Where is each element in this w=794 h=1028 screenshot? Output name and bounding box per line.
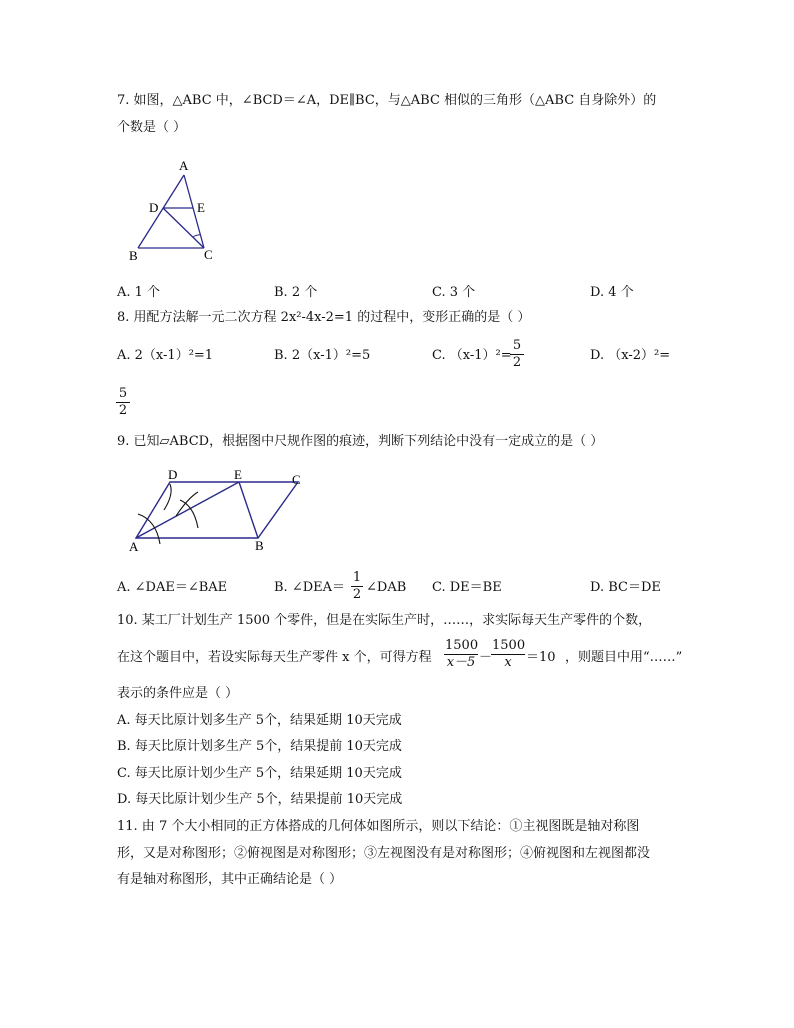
q9-label-A: A [129,539,139,554]
q10-eq-numerator-1: 1500 [445,638,479,653]
q10-eq-numerator-2: 1500 [492,638,526,653]
q10-stem-line2: 在这个题目中，若设实际每天生产零件 x 个，可得方程 [117,650,432,665]
q11-stem-line2: 形，又是对称图形；②俯视图是对称图形；③左视图没有是对称图形；④俯视图和左视图都没 [117,846,651,861]
q9-label-C: C [292,472,301,487]
q9-stem: 9. 已知▱ABCD，根据图中尺规作图的痕迹，判断下列结论中没有一定成立的是（ ） [117,434,604,449]
q10-equation-fraction-2 [491,638,525,671]
q9-option-b-fraction [351,570,363,603]
q9-label-D: D [168,468,178,482]
q8-option-d-fraction [116,386,130,419]
q10-option-a: A. 每天比原计划多生产 5个，结果延期 10天完成 [117,713,402,728]
q7-option-c: C. 3 个 [432,285,476,300]
q7-option-b: B. 2 个 [274,285,318,300]
q8-option-d-denominator: 2 [118,403,128,418]
q9-option-b-numerator: 1 [352,570,362,585]
q9-option-b-suffix: ∠DAB [366,580,407,595]
q10-equation-fraction-1 [444,638,478,671]
q10-eq-minus: － [479,650,493,665]
q8-option-b: B. 2（x-1）²=5 [274,348,371,363]
q9-label-B: B [255,538,264,553]
q10-stem-line2-suffix: ，则题目中用“……” [565,650,683,665]
q10-eq-denominator-1: x－5 [446,655,476,670]
q7-option-d: D. 4 个 [590,285,634,300]
q7-stem-line1: 7. 如图，△ABC 中，∠BCD＝∠A，DE∥BC，与△ABC 相似的三角形（△ABC 自身除外）的 [117,93,657,108]
q7-label-C: C [204,247,213,262]
q11-stem-line3: 有是轴对称图形，其中正确结论是（ ） [117,872,343,887]
q11-stem-line1: 11. 由 7 个大小相同的正方体搭成的几何体如图所示，则以下结论：①主视图既是轴对称图 [117,819,640,834]
q7-triangle-figure [122,155,232,267]
q8-option-c-denominator: 2 [512,355,522,370]
q9-option-a: A. ∠DAE＝∠BAE [117,580,228,595]
q9-parallelogram-figure [126,468,308,556]
q8-option-d: D. （x-2）²= [590,348,671,363]
q10-option-d: D. 每天比原计划少生产 5个，结果提前 10天完成 [117,792,403,807]
q8-stem: 8. 用配方法解一元二次方程 2x²-4x-2=1 的过程中，变形正确的是（ ） [117,310,531,325]
q9-option-c: C. DE＝BE [432,580,502,595]
q10-eq-denominator-2: x [504,655,512,670]
q8-option-a: A. 2（x-1）²=1 [117,348,214,363]
q9-option-d: D. BC＝DE [590,580,661,595]
q10-stem-line3: 表示的条件应是（ ） [117,686,239,701]
q7-label-A: A [179,158,189,173]
q10-option-b: B. 每天比原计划多生产 5个，结果提前 10天完成 [117,739,402,754]
q9-option-b: B. ∠DEA＝ [274,580,346,595]
q7-stem-line2: 个数是（ ） [117,120,187,135]
q8-option-d-numerator: 5 [116,386,130,403]
q10-stem-line1: 10. 某工厂计划生产 1500 个零件，但是在实际生产时，……，求实际每天生产零件的个数， [117,613,652,628]
q7-label-E: E [197,200,205,215]
q9-option-b-denominator: 2 [352,587,362,602]
q7-label-B: B [129,248,138,263]
q7-label-D: D [149,200,159,215]
q8-option-c-numerator: 5 [510,338,524,355]
q8-option-c: C. （x-1）²= [432,348,512,363]
q10-option-c: C. 每天比原计划少生产 5个，结果延期 10天完成 [117,766,402,781]
q10-eq-rhs: ＝10 [526,650,556,665]
q9-label-E: E [234,468,242,482]
q8-option-c-fraction [510,338,524,371]
q7-option-a: A. 1 个 [117,285,161,300]
